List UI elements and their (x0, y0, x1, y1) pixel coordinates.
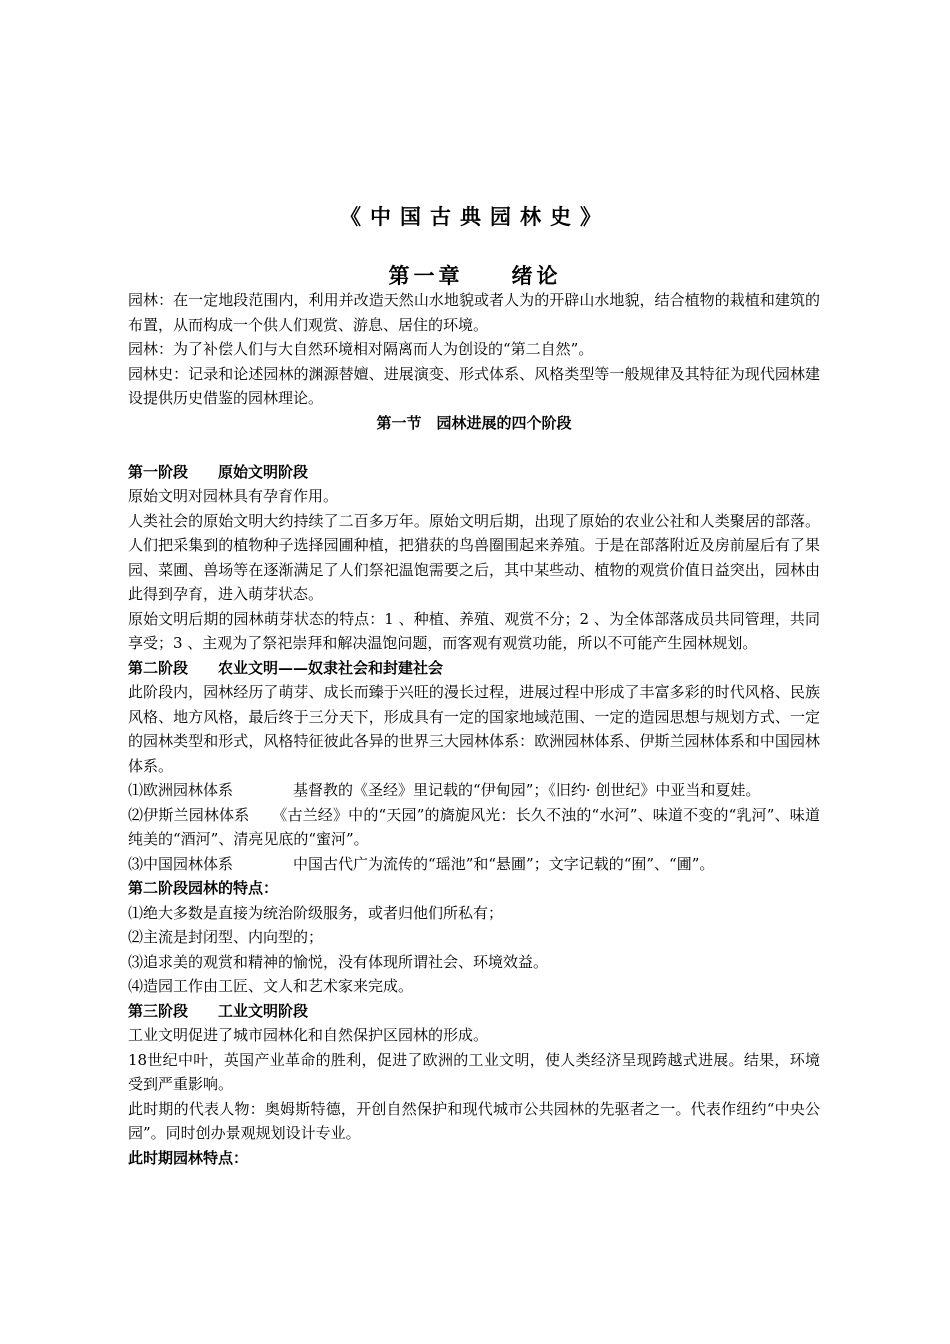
definition-paragraph: 园林：在一定地段范围内，利用并改造天然山水地貌或者人为的开辟山水地貌，结合植物的栽植和建筑的布置，从而构成一个供人们观赏、游息、居住的环境。 (128, 291, 820, 334)
paragraph: 工业文明促进了城市园林化和自然保护区园林的形成。 (128, 1026, 489, 1044)
feature-item: ⑴绝大多数是直接为统治阶级服务，或者归他们所私有； (128, 903, 504, 922)
system-item (128, 803, 820, 852)
features-heading: 第二阶段园林的特点： (128, 879, 279, 897)
definition-paragraph: 园林：为了补偿人们与大自然环境相对隔离而人为创设的“第二自然”。 (128, 340, 594, 358)
paragraph: 原始文明对园林具有孕育作用。 (128, 487, 339, 505)
system-name: ⑵伊斯兰园林体系 (128, 805, 250, 824)
feature-item: ⑷造园工作由工匠、文人和艺术家来完成。 (128, 977, 414, 995)
system-text: 中国古代广为流传的“瑶池”和“悬圃”；文字记载的“囿”、“圃”。 (293, 854, 715, 873)
feature-item: ⑶追求美的观赏和精神的愉悦，没有体现所谓社会、环境效益。 (128, 952, 549, 971)
system-text: 《古兰经》中的“天园”的旖旎风光：长久不浊的“水河”、味道不变的“乳河”、味道纯美的“酒河”、清亮见底的“蜜河”。 (128, 805, 820, 848)
paragraph: 18世纪中叶，英国产业革命的胜利，促进了欧洲的工业文明，使人类经济呈现跨越式进展。结果，环境受到严重影响。 (128, 1050, 820, 1093)
feature-item: ⑵主流是封闭型、内向型的； (128, 928, 324, 946)
paragraph: 原始文明后期的园林萌芽状态的特点：1 、种植、养殖、观赏不分；2 、为全体部落成员共同管理，共同享受；3 、主观为了祭祀崇拜和解决温饱问题，而客观有观赏功能，所以不可能产生园林规划。 (128, 609, 820, 652)
chapter-name: 绪论 (511, 263, 562, 288)
chapter-heading (0, 262, 950, 290)
definition-paragraph: 园林史：记录和论述园林的渊源替嬗、进展演变、形式体系、风格类型等一般规律及其特征为现代园林建设提供历史借鉴的园林理论。 (128, 364, 820, 407)
chapter-label: 第一章 (388, 263, 464, 288)
system-item (128, 852, 820, 877)
system-name: ⑶中国园林体系 (128, 854, 234, 873)
stage3-heading: 第三阶段 工业文明阶段 (128, 1001, 309, 1020)
system-gap (249, 806, 279, 824)
stage2-heading: 第二阶段 农业文明——奴隶社会和封建社会 (128, 658, 444, 677)
paragraph: 此阶段内，园林经历了萌芽、成长而臻于兴旺的漫长过程，进展过程中形成了丰富多彩的时代风格、民族风格、地方风格，最后终于三分天下，形成具有一定的国家地域范围、一定的造园思想与规划方式、一定的园林类型和形式，风格特征彼此各异的世界三大园林体系：欧洲园林体系、伊斯兰园林体系和中国园林体系。 (128, 683, 820, 775)
system-gap (233, 855, 293, 873)
features-heading: 此时期园林特点： (128, 1148, 249, 1167)
system-item (128, 778, 820, 803)
paragraph: 人类社会的原始文明大约持续了二百多万年。原始文明后期，出现了原始的农业公社和人类聚居的部落。人们把采集到的植物种子选择园圃种植，把猎获的鸟兽圈围起来养殖。于是在部落附近及房前屋后有了果园、菜圃、兽场等在逐渐满足了人们祭祀温饱需要之后，其中某些动、植物的观赏价值日益突出，园林由此得到孕育，进入萌芽状态。 (128, 511, 820, 603)
document-body (128, 288, 820, 1170)
system-gap (233, 781, 293, 799)
paragraph: 此时期的代表人物：奥姆斯特德，开创自然保护和现代城市公共园林的先驱者之一。代表作纽约“中央公园”。同时创办景观规划设计专业。 (128, 1099, 820, 1142)
stage1-heading: 第一阶段 原始文明阶段 (128, 462, 309, 481)
system-name: ⑴欧洲园林体系 (128, 781, 234, 799)
blank-line (128, 435, 820, 460)
section-heading: 第一节 园林进展的四个阶段 (376, 413, 572, 432)
document-title: 《中国古典园林史》 (340, 204, 610, 229)
system-text: 基督教的《圣经》里记载的“伊甸园”；《旧约· 创世纪》中亚当和夏娃。 (293, 781, 761, 799)
